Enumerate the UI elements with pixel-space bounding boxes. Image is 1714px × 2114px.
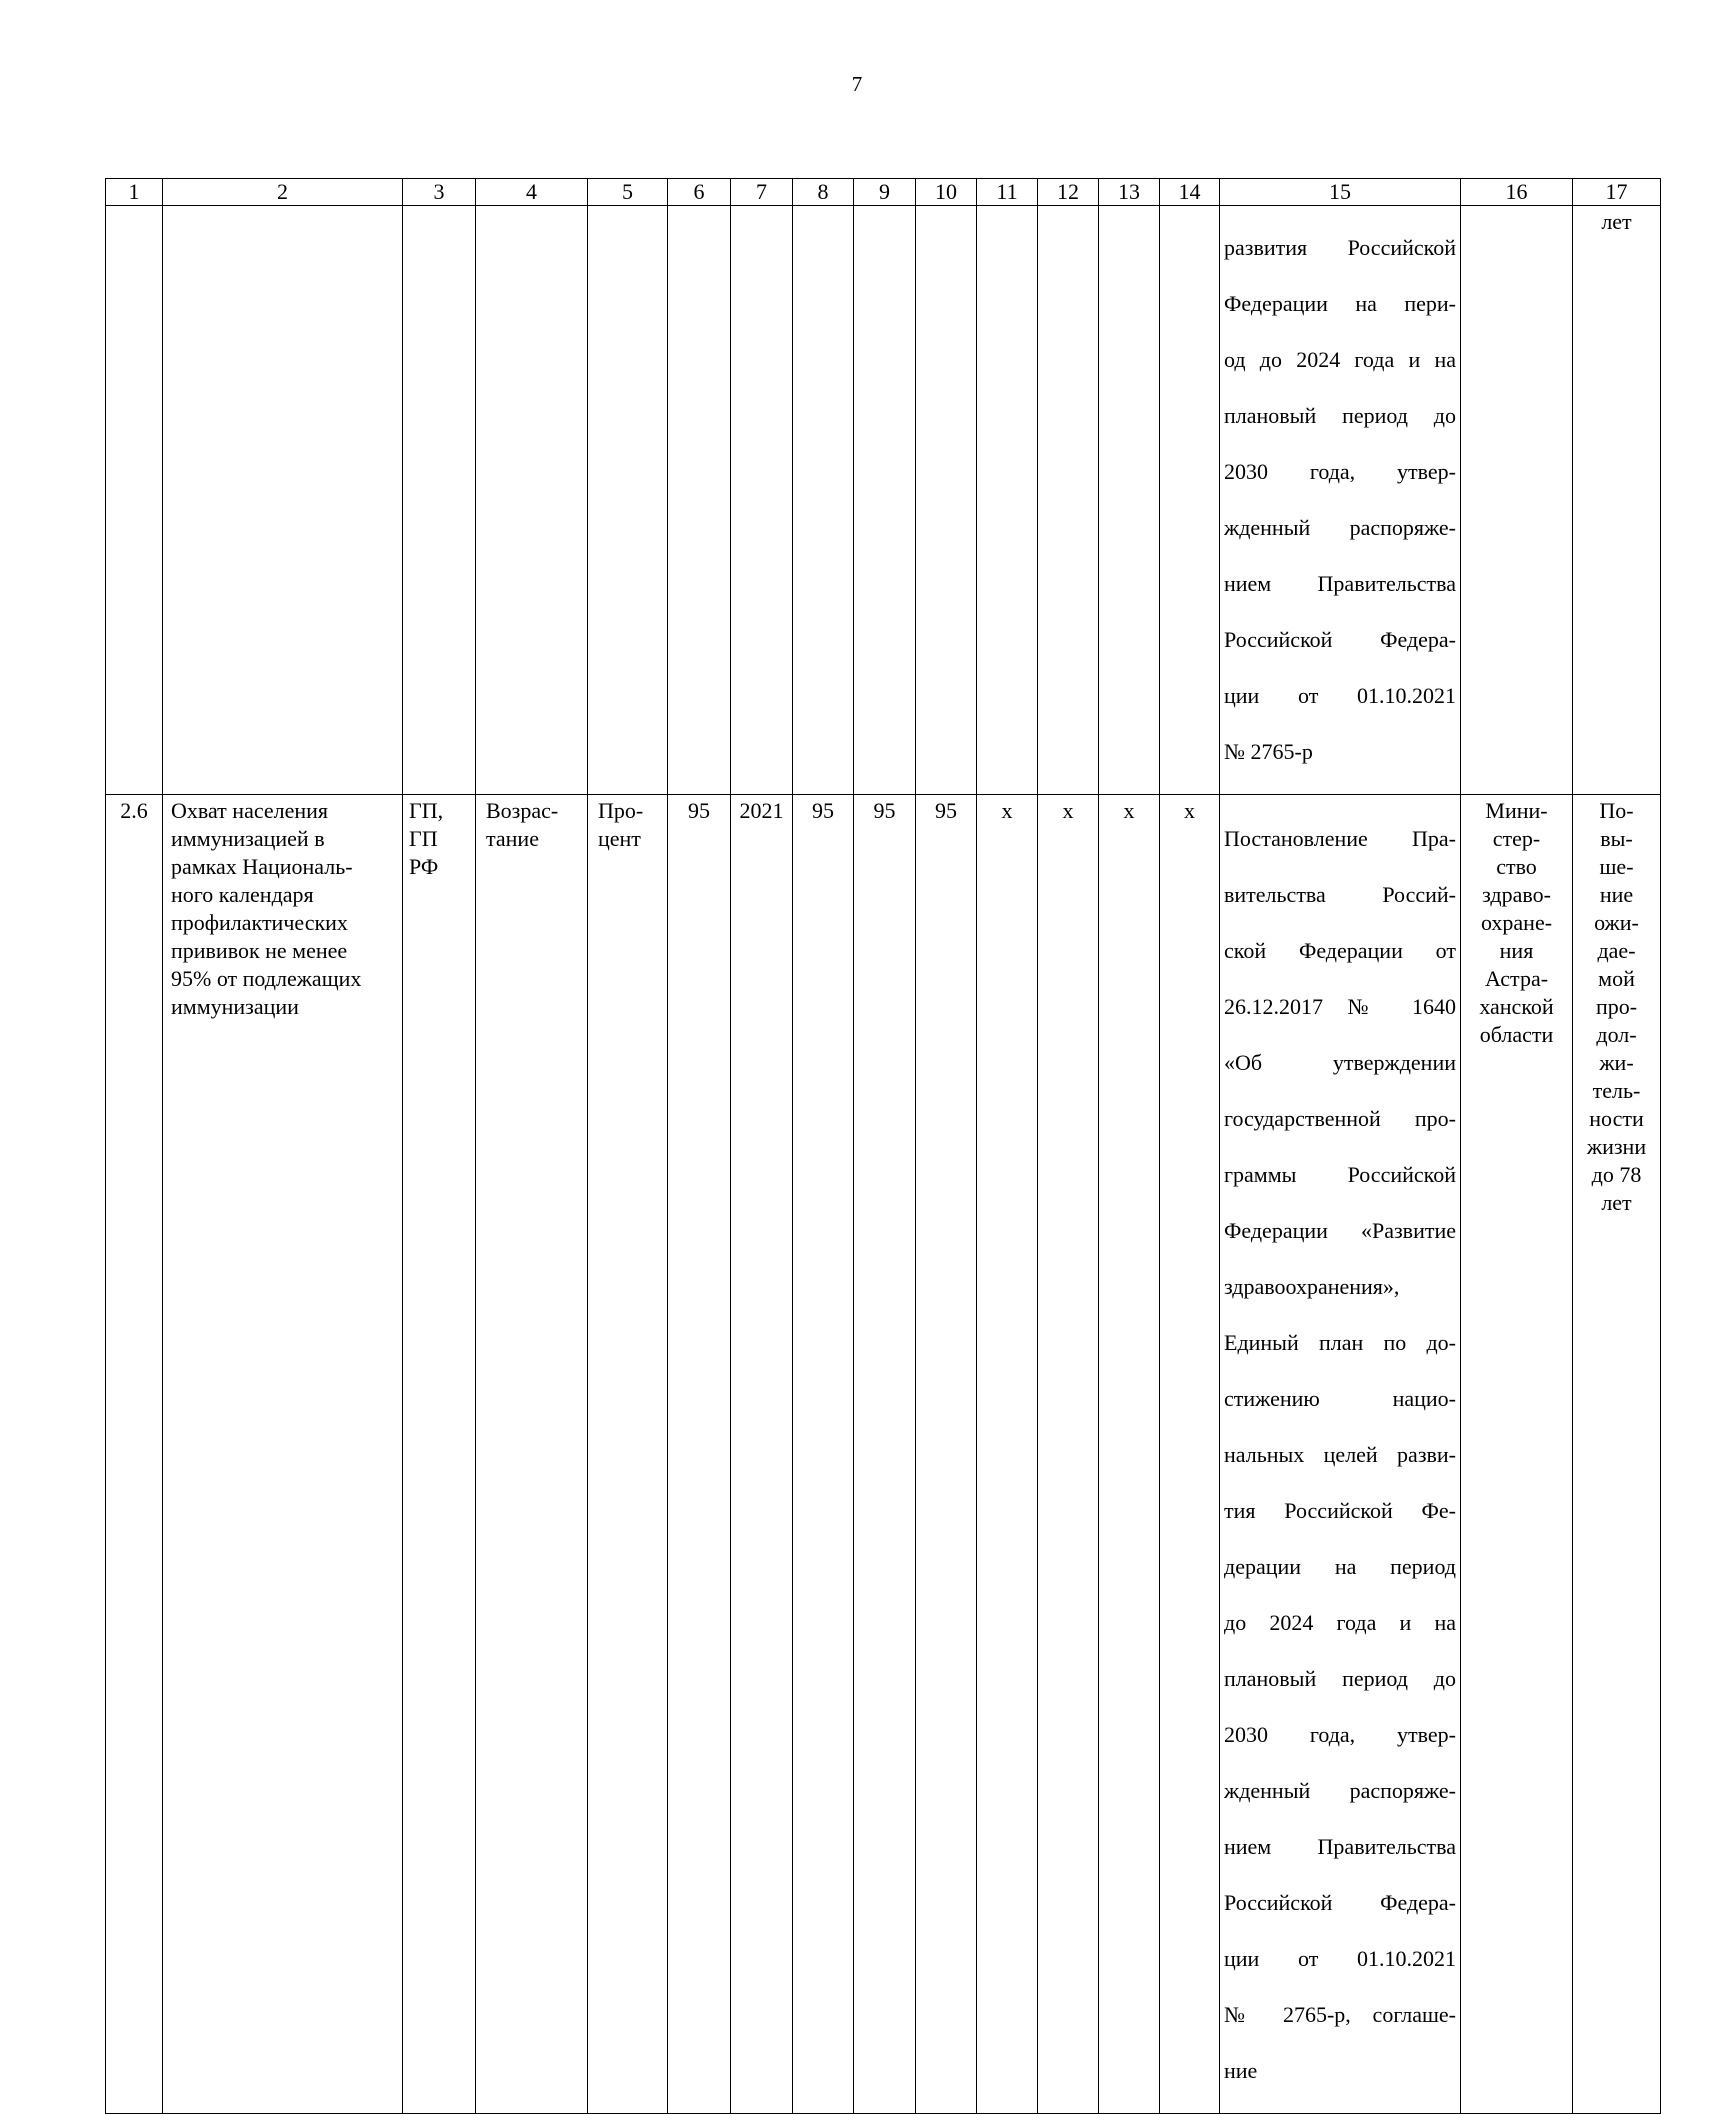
text-line: нальных целей разви- <box>1224 1442 1456 1467</box>
cell-unit <box>588 206 668 795</box>
text-line: Постановление Пра- <box>1224 826 1456 851</box>
document-text-lines <box>1224 206 1456 794</box>
cell-value-8: 95 <box>793 795 854 2114</box>
header-cell: 11 <box>977 179 1038 206</box>
text-line: государственной про- <box>1224 1106 1456 1131</box>
text-line: № 2765-р, соглаше- <box>1224 2002 1456 2027</box>
text-line: ние <box>1224 2058 1258 2083</box>
cell-value-10: 95 <box>916 795 977 2114</box>
cell-number: 2.6 <box>106 795 163 2114</box>
cell-base-value <box>668 206 731 795</box>
header-cell: 8 <box>793 179 854 206</box>
page-number: 7 <box>851 72 863 96</box>
header-cell: 9 <box>854 179 916 206</box>
cell-value-14 <box>1160 206 1220 795</box>
cell-trend: Возрас- тание <box>476 795 588 2114</box>
header-cell: 2 <box>163 179 403 206</box>
cell-value-11: x <box>977 795 1038 2114</box>
cell-value-14: x <box>1160 795 1220 2114</box>
table-row <box>106 795 1661 2114</box>
text-line: граммы Российской <box>1224 1162 1456 1187</box>
header-cell: 1 <box>106 179 163 206</box>
header-cell: 7 <box>731 179 793 206</box>
cell-base-year <box>731 206 793 795</box>
text-line: 2030 года, утвер- <box>1224 1722 1456 1747</box>
header-cell: 6 <box>668 179 731 206</box>
header-cell: 3 <box>403 179 476 206</box>
cell-base-year: 2021 <box>731 795 793 2114</box>
cell-level <box>403 206 476 795</box>
cell-result: лет <box>1573 206 1661 795</box>
cell-document <box>1220 206 1461 795</box>
table-row-continuation <box>106 206 1661 795</box>
text-line: од до 2024 года и на <box>1224 347 1456 372</box>
text-line: № 2765-р <box>1224 739 1313 764</box>
text-line: ской Федерации от <box>1224 938 1456 963</box>
cell-value-9: 95 <box>854 795 916 2114</box>
text-line: тия Российской Фе- <box>1224 1498 1456 1523</box>
cell-value-12: x <box>1038 795 1099 2114</box>
text-line: плановый период до <box>1224 1666 1456 1691</box>
text-line: Единый план по до- <box>1224 1330 1456 1355</box>
cell-indicator: Охват населения иммунизацией в рамках Националь- ного календаря профилактических прививок не менее 95% от подлежащих иммунизации <box>163 795 403 2114</box>
cell-unit: Про- цент <box>588 795 668 2114</box>
cell-document <box>1220 795 1461 2114</box>
cell-base-value: 95 <box>668 795 731 2114</box>
text-line: дерации на период <box>1224 1554 1456 1579</box>
text-line: развития Российской <box>1224 235 1456 260</box>
cell-value-8 <box>793 206 854 795</box>
cell-value-9 <box>854 206 916 795</box>
text-line: Российской Федера- <box>1224 1890 1456 1915</box>
indicator-table <box>105 178 1661 2114</box>
text-line: вительства Россий- <box>1224 882 1456 907</box>
cell-value-13 <box>1099 206 1160 795</box>
header-cell: 10 <box>916 179 977 206</box>
cell-number <box>106 206 163 795</box>
text-line: ции от 01.10.2021 <box>1224 683 1456 708</box>
cell-value-10 <box>916 206 977 795</box>
text-line: Федерации «Развитие <box>1224 1218 1456 1243</box>
cell-level: ГП, ГП РФ <box>403 795 476 2114</box>
text-line: Российской Федера- <box>1224 627 1456 652</box>
text-line: 26.12.2017 № 1640 <box>1224 994 1456 1019</box>
text-line: здравоохранения», <box>1224 1274 1400 1299</box>
text-line: 2030 года, утвер- <box>1224 459 1456 484</box>
text-line: нием Правительства <box>1224 571 1456 596</box>
cell-result: По- вы- ше- ние ожи- дае- мой про- дол- жи- тель- ности жизни до 78 лет <box>1573 795 1661 2114</box>
text-line: нием Правительства <box>1224 1834 1456 1859</box>
cell-value-13: x <box>1099 795 1160 2114</box>
header-cell: 12 <box>1038 179 1099 206</box>
text-line: жденный распоряже- <box>1224 1778 1456 1803</box>
text-line: «Об утверждении <box>1224 1050 1456 1075</box>
cell-indicator <box>163 206 403 795</box>
header-cell: 14 <box>1160 179 1220 206</box>
text-line: Федерации на пери- <box>1224 291 1456 316</box>
cell-value-11 <box>977 206 1038 795</box>
header-cell: 4 <box>476 179 588 206</box>
header-row <box>106 179 1661 206</box>
text-line: до 2024 года и на <box>1224 1610 1456 1635</box>
header-cell: 13 <box>1099 179 1160 206</box>
text-line: ции от 01.10.2021 <box>1224 1946 1456 1971</box>
document-text-lines <box>1224 797 1456 2113</box>
cell-value-12 <box>1038 206 1099 795</box>
cell-trend <box>476 206 588 795</box>
header-cell: 15 <box>1220 179 1461 206</box>
text-line: жденный распоряже- <box>1224 515 1456 540</box>
header-cell: 5 <box>588 179 668 206</box>
header-cell: 17 <box>1573 179 1661 206</box>
header-cell: 16 <box>1461 179 1573 206</box>
text-line: плановый период до <box>1224 403 1456 428</box>
text-line: стижению нацио- <box>1224 1386 1456 1411</box>
cell-responsible <box>1461 206 1573 795</box>
cell-responsible: Мини- стер- ство здраво- охране- ния Астра- ханской области <box>1461 795 1573 2114</box>
